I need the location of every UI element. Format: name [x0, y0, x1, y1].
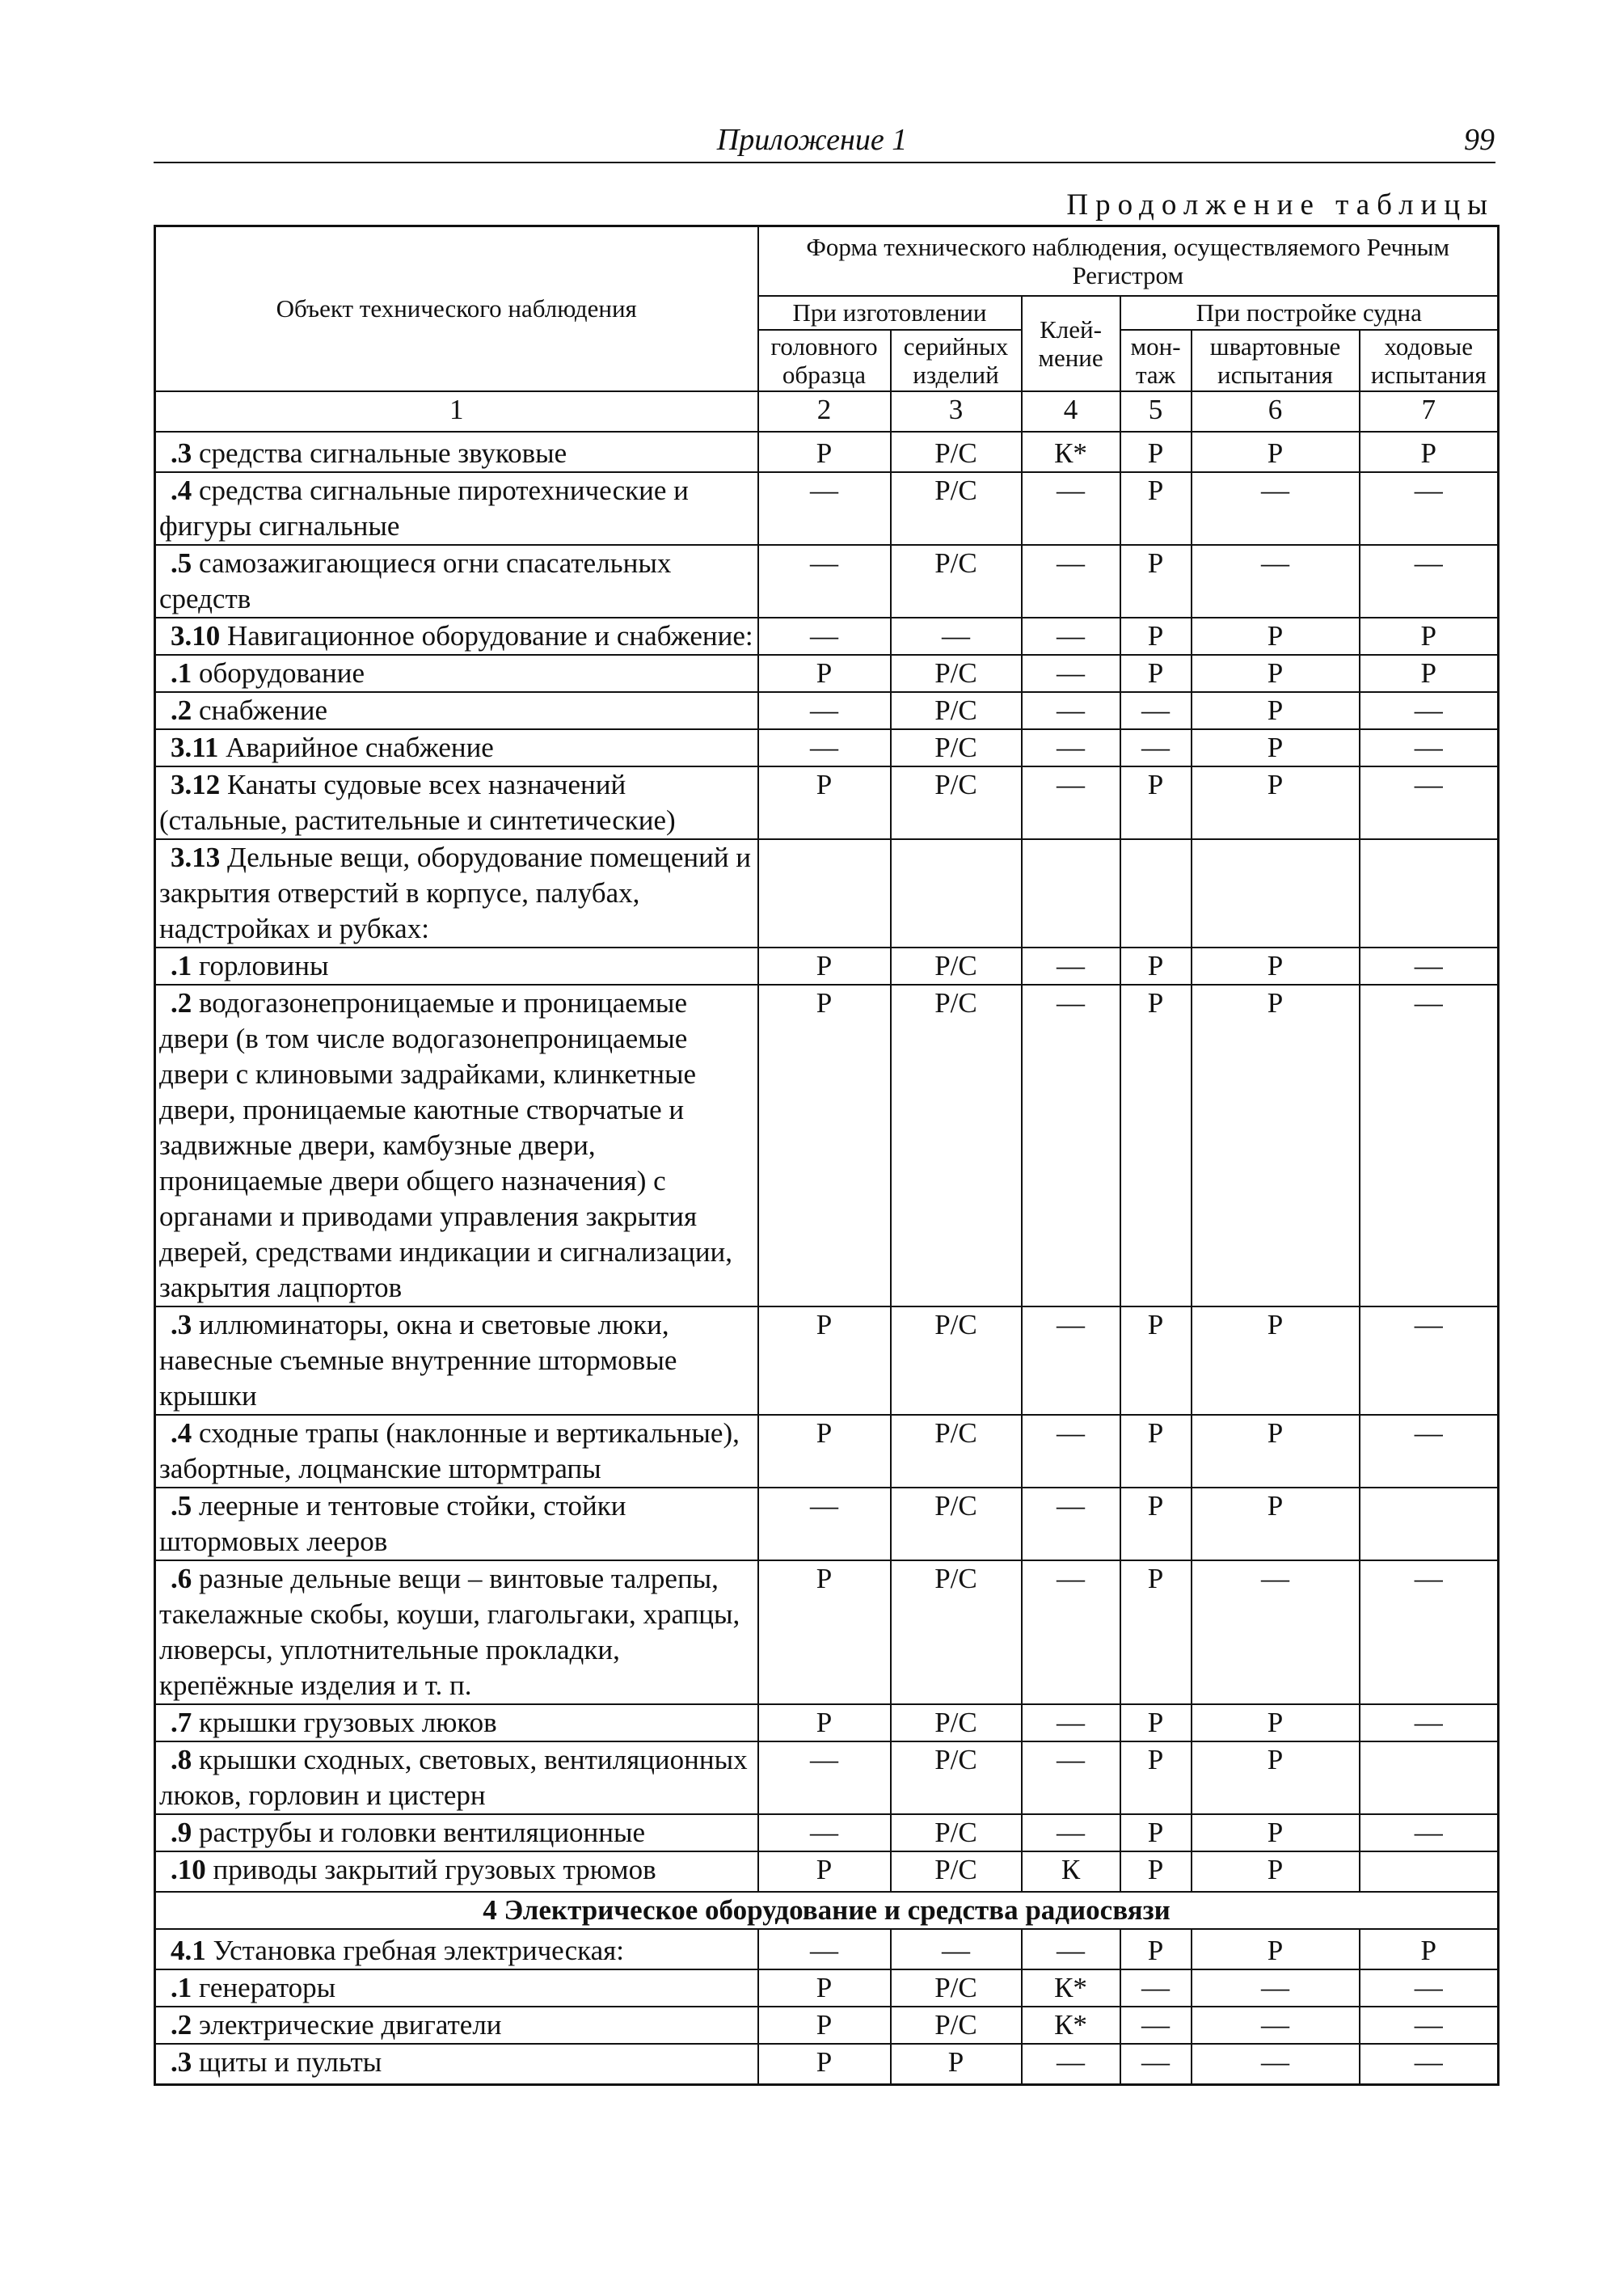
value-cell: — — [758, 1929, 891, 1969]
value-cell: — — [1022, 472, 1120, 545]
value-cell: Р — [1120, 1704, 1192, 1741]
value-cell: — — [1022, 1929, 1120, 1969]
value-cell — [1360, 1851, 1499, 1892]
value-cell: — — [1192, 1969, 1360, 2007]
item-text: приводы закрытий грузовых трюмов — [205, 1853, 656, 1885]
value-cell: Р — [1120, 545, 1192, 618]
item-number: .2 — [171, 2008, 192, 2041]
item-text: снабжение — [192, 694, 327, 726]
object-cell — [155, 1488, 758, 1560]
header-rule — [154, 162, 1495, 163]
value-cell: — — [1022, 1560, 1120, 1704]
table-row — [155, 472, 1499, 545]
value-cell: — — [1360, 948, 1499, 985]
value-cell: Р/С — [891, 1969, 1022, 2007]
object-cell — [155, 1851, 758, 1892]
value-cell: Р — [1120, 1814, 1192, 1851]
value-cell — [1360, 839, 1499, 948]
value-cell: — — [1022, 766, 1120, 839]
table-row — [155, 692, 1499, 729]
item-number: .2 — [171, 986, 192, 1019]
section-heading: 4 Электрическое оборудование и средства радиосвязи — [155, 1892, 1499, 1929]
value-cell: Р — [1192, 432, 1360, 472]
header-construction: При постройке судна — [1120, 296, 1499, 330]
value-cell: Р — [1120, 1560, 1192, 1704]
item-text: иллюминаторы, окна и световые люки, навесные съемные внутренние штормовые крышки — [159, 1308, 677, 1412]
value-cell: Р — [891, 2044, 1022, 2085]
value-cell: — — [1192, 472, 1360, 545]
value-cell: — — [1022, 1415, 1120, 1488]
item-text: щиты и пульты — [192, 2045, 382, 2078]
item-number: .9 — [171, 1816, 192, 1848]
value-cell: Р — [1120, 1929, 1192, 1969]
value-cell: Р/С — [891, 1851, 1022, 1892]
value-cell: Р — [758, 2044, 891, 2085]
value-cell — [1360, 1488, 1499, 1560]
value-cell: — — [1022, 618, 1120, 655]
header-mooring: швартовные испытания — [1192, 330, 1360, 391]
object-cell — [155, 1929, 758, 1969]
value-cell: Р — [1120, 618, 1192, 655]
value-cell: Р/С — [891, 2007, 1022, 2044]
value-cell: Р — [1192, 655, 1360, 692]
value-cell: Р/С — [891, 1488, 1022, 1560]
item-number: 3.10 — [171, 619, 221, 652]
table-row — [155, 618, 1499, 655]
value-cell: — — [758, 472, 891, 545]
object-cell — [155, 432, 758, 472]
value-cell: Р — [758, 766, 891, 839]
value-cell: — — [1360, 729, 1499, 766]
value-cell: Р — [1120, 1415, 1192, 1488]
column-number: 2 — [758, 391, 891, 432]
value-cell: Р — [1120, 432, 1192, 472]
table-row — [155, 432, 1499, 472]
value-cell: К* — [1022, 2007, 1120, 2044]
item-number: 3.11 — [171, 731, 219, 763]
value-cell: Р — [1192, 985, 1360, 1306]
item-text: крышки сходных, световых, вентиляционных люков, горловин и цистерн — [159, 1743, 748, 1811]
object-cell — [155, 2044, 758, 2085]
value-cell: Р/С — [891, 766, 1022, 839]
object-cell — [155, 729, 758, 766]
table-row — [155, 1741, 1499, 1814]
column-number-row — [155, 391, 1499, 432]
value-cell: Р — [758, 1306, 891, 1415]
value-cell: Р/С — [891, 1306, 1022, 1415]
value-cell: — — [1192, 2044, 1360, 2085]
value-cell: Р/С — [891, 692, 1022, 729]
value-cell: — — [1360, 1704, 1499, 1741]
table-row — [155, 1851, 1499, 1892]
value-cell: — — [1022, 1814, 1120, 1851]
item-text: сходные трапы (наклонные и вертикальные), забортные, лоцманские штормтрапы — [159, 1416, 740, 1484]
value-cell: Р — [758, 2007, 891, 2044]
table-row — [155, 1814, 1499, 1851]
value-cell: — — [1022, 729, 1120, 766]
table-row — [155, 766, 1499, 839]
value-cell: Р — [758, 1704, 891, 1741]
header-form: Форма технического наблюдения, осуществляемого Речным Регистром — [758, 226, 1499, 296]
value-cell: — — [1360, 2044, 1499, 2085]
value-cell: Р — [1192, 1814, 1360, 1851]
item-number: .1 — [171, 656, 192, 689]
value-cell: — — [758, 1814, 891, 1851]
value-cell: — — [1360, 1969, 1499, 2007]
table-row — [155, 839, 1499, 948]
value-cell: Р — [1192, 1741, 1360, 1814]
object-cell — [155, 545, 758, 618]
value-cell: Р — [1120, 472, 1192, 545]
table-row — [155, 985, 1499, 1306]
column-number: 7 — [1360, 391, 1499, 432]
value-cell: — — [1360, 766, 1499, 839]
column-number: 3 — [891, 391, 1022, 432]
header-object: Объект технического наблюдения — [155, 226, 758, 391]
object-cell — [155, 1306, 758, 1415]
value-cell: Р/С — [891, 432, 1022, 472]
value-cell: Р — [758, 1415, 891, 1488]
table-row — [155, 1704, 1499, 1741]
header-serial: серийных изделий — [891, 330, 1022, 391]
value-cell: Р — [1360, 618, 1499, 655]
table-row — [155, 948, 1499, 985]
item-text: Дельные вещи, оборудование помещений и закрытия отверстий в корпусе, палубах, надстройках и рубках: — [159, 841, 752, 944]
item-text: раструбы и головки вентиляционные — [192, 1816, 646, 1848]
value-cell: — — [1022, 2044, 1120, 2085]
value-cell: Р/С — [891, 545, 1022, 618]
value-cell: Р — [1192, 1306, 1360, 1415]
column-number: 5 — [1120, 391, 1192, 432]
value-cell: — — [1360, 1306, 1499, 1415]
value-cell: Р — [1192, 948, 1360, 985]
value-cell: — — [1360, 2007, 1499, 2044]
header-gluing: Клей-мение — [1022, 296, 1120, 391]
item-number: 3.13 — [171, 841, 221, 873]
value-cell: — — [758, 1741, 891, 1814]
value-cell — [1360, 1741, 1499, 1814]
value-cell: Р/С — [891, 1560, 1022, 1704]
object-cell — [155, 472, 758, 545]
table-row — [155, 1929, 1499, 1969]
item-number: .10 — [171, 1853, 206, 1885]
item-number: .1 — [171, 949, 192, 981]
item-text: Установка гребная электрическая: — [205, 1934, 624, 1966]
value-cell: — — [1360, 1560, 1499, 1704]
item-number: .5 — [171, 1489, 192, 1522]
value-cell: Р — [758, 432, 891, 472]
value-cell: Р/С — [891, 1415, 1022, 1488]
value-cell: — — [758, 729, 891, 766]
object-cell — [155, 618, 758, 655]
column-number: 4 — [1022, 391, 1120, 432]
item-text: горловины — [192, 949, 329, 981]
item-number: .3 — [171, 1308, 192, 1340]
value-cell: Р — [1120, 985, 1192, 1306]
value-cell: Р — [1120, 1306, 1192, 1415]
value-cell: — — [1360, 545, 1499, 618]
value-cell: Р — [1192, 1704, 1360, 1741]
item-text: средства сигнальные пиротехнические и фигуры сигнальные — [159, 474, 689, 542]
value-cell: — — [758, 545, 891, 618]
value-cell: Р/С — [891, 655, 1022, 692]
object-cell — [155, 1560, 758, 1704]
value-cell: Р — [1360, 655, 1499, 692]
item-number: .8 — [171, 1743, 192, 1775]
table-row — [155, 1488, 1499, 1560]
value-cell — [1120, 839, 1192, 948]
value-cell: Р — [758, 655, 891, 692]
value-cell: — — [1022, 692, 1120, 729]
value-cell: Р — [1192, 1488, 1360, 1560]
item-text: самозажигающиеся огни спасательных средств — [159, 547, 672, 614]
value-cell: — — [1360, 985, 1499, 1306]
object-cell — [155, 1814, 758, 1851]
value-cell: — — [1022, 1741, 1120, 1814]
item-number: .7 — [171, 1706, 192, 1738]
value-cell: Р — [1192, 692, 1360, 729]
value-cell: — — [1022, 655, 1120, 692]
value-cell: Р/С — [891, 1704, 1022, 1741]
table-row — [155, 545, 1499, 618]
value-cell: — — [1360, 472, 1499, 545]
value-cell: Р/С — [891, 1741, 1022, 1814]
value-cell: Р — [758, 1851, 891, 1892]
header-mounting: мон-таж — [1120, 330, 1192, 391]
object-cell — [155, 1415, 758, 1488]
value-cell: Р — [1360, 1929, 1499, 1969]
column-number: 1 — [155, 391, 758, 432]
value-cell — [891, 839, 1022, 948]
value-cell: Р — [1192, 766, 1360, 839]
value-cell: — — [758, 618, 891, 655]
item-number: 4.1 — [171, 1934, 206, 1966]
value-cell: Р — [1120, 1488, 1192, 1560]
value-cell: — — [758, 1488, 891, 1560]
value-cell: — — [1360, 1814, 1499, 1851]
value-cell: — — [1022, 1704, 1120, 1741]
table-row — [155, 729, 1499, 766]
table-row — [155, 1969, 1499, 2007]
value-cell: Р — [1192, 729, 1360, 766]
value-cell: Р — [1120, 948, 1192, 985]
value-cell: Р — [758, 948, 891, 985]
value-cell: К* — [1022, 432, 1120, 472]
value-cell — [1022, 839, 1120, 948]
value-cell: — — [1192, 545, 1360, 618]
value-cell — [758, 839, 891, 948]
value-cell: — — [1120, 729, 1192, 766]
value-cell: — — [1360, 1415, 1499, 1488]
value-cell: — — [1120, 2007, 1192, 2044]
value-cell: К* — [1022, 1969, 1120, 2007]
value-cell: Р — [758, 1969, 891, 2007]
item-text: водогазонепроницаемые и проницаемые двери (в том числе водогазонепроницаемые двери с клиновыми задрайками, клинкетные двери, проницаемые каютные створчатые и задвижные двери, камбузные двери, проницаемые двери общего назначения) с органами и приводами управления закрытия дверей, средствами индикации и сигнализации, закрытия лацпортов — [159, 986, 733, 1303]
page-header-title: Приложение 1 — [716, 123, 908, 157]
value-cell: — — [1120, 692, 1192, 729]
value-cell: — — [1022, 1488, 1120, 1560]
value-cell: — — [1120, 2044, 1192, 2085]
object-cell — [155, 692, 758, 729]
value-cell: Р/С — [891, 472, 1022, 545]
header-sea: ходовые испытания — [1360, 330, 1499, 391]
object-cell — [155, 2007, 758, 2044]
value-cell: Р/С — [891, 948, 1022, 985]
item-number: .3 — [171, 2045, 192, 2078]
item-text: средства сигнальные звуковые — [192, 437, 567, 469]
item-number: .4 — [171, 1416, 192, 1449]
value-cell — [1192, 839, 1360, 948]
object-cell — [155, 985, 758, 1306]
table-row — [155, 1415, 1499, 1488]
item-number: .5 — [171, 547, 192, 579]
item-text: генераторы — [192, 1971, 336, 2003]
value-cell: К — [1022, 1851, 1120, 1892]
value-cell: Р/С — [891, 1814, 1022, 1851]
item-text: крышки грузовых люков — [192, 1706, 497, 1738]
object-cell — [155, 655, 758, 692]
item-number: .1 — [171, 1971, 192, 2003]
object-cell — [155, 948, 758, 985]
item-text: Аварийное снабжение — [218, 731, 494, 763]
value-cell: — — [1022, 985, 1120, 1306]
value-cell: — — [1192, 1560, 1360, 1704]
column-number: 6 — [1192, 391, 1360, 432]
value-cell: — — [1022, 545, 1120, 618]
value-cell: — — [891, 618, 1022, 655]
header-prototype: головного образца — [758, 330, 891, 391]
value-cell: — — [1022, 948, 1120, 985]
table-row — [155, 1560, 1499, 1704]
object-cell — [155, 1969, 758, 2007]
value-cell: Р — [758, 985, 891, 1306]
value-cell: Р/С — [891, 729, 1022, 766]
value-cell: Р — [1192, 1851, 1360, 1892]
item-number: .3 — [171, 437, 192, 469]
value-cell: — — [1360, 692, 1499, 729]
value-cell: Р — [758, 1560, 891, 1704]
table-row — [155, 2044, 1499, 2085]
header-manufacture: При изготовлении — [758, 296, 1022, 330]
value-cell: — — [758, 692, 891, 729]
table-continuation-label: Продолжение таблицы — [1066, 188, 1495, 222]
table-row — [155, 1306, 1499, 1415]
object-cell — [155, 766, 758, 839]
value-cell: Р — [1120, 766, 1192, 839]
item-number: .4 — [171, 474, 192, 506]
object-cell — [155, 839, 758, 948]
value-cell: Р — [1120, 655, 1192, 692]
table-body — [155, 432, 1499, 2085]
item-text: Навигационное оборудование и снабжение: — [220, 619, 753, 652]
object-cell — [155, 1741, 758, 1814]
value-cell: Р — [1192, 1415, 1360, 1488]
object-cell — [155, 1704, 758, 1741]
page-number: 99 — [1464, 123, 1495, 157]
value-cell: Р/С — [891, 985, 1022, 1306]
item-text: оборудование — [192, 656, 365, 689]
value-cell: Р — [1192, 1929, 1360, 1969]
supervision-table — [154, 225, 1500, 2086]
table-row — [155, 655, 1499, 692]
value-cell: Р — [1360, 432, 1499, 472]
item-text: леерные и тентовые стойки, стойки штормовых лееров — [159, 1489, 626, 1557]
item-text: электрические двигатели — [192, 2008, 502, 2041]
value-cell: Р — [1120, 1741, 1192, 1814]
item-text: Канаты судовые всех назначений (стальные, растительные и синтетические) — [159, 768, 676, 836]
value-cell: Р — [1120, 1851, 1192, 1892]
value-cell: — — [1120, 1969, 1192, 2007]
item-number: .6 — [171, 1562, 192, 1594]
item-text: разные дельные вещи – винтовые талрепы, такелажные скобы, коуши, глагольгаки, храпцы, люверсы, уплотнительные прокладки, крепёжные изделия и т. п. — [159, 1562, 740, 1701]
item-number: .2 — [171, 694, 192, 726]
table-row — [155, 2007, 1499, 2044]
item-number: 3.12 — [171, 768, 221, 800]
value-cell: — — [891, 1929, 1022, 1969]
value-cell: — — [1192, 2007, 1360, 2044]
value-cell: — — [1022, 1306, 1120, 1415]
value-cell: Р — [1192, 618, 1360, 655]
section-heading-row — [155, 1892, 1499, 1929]
